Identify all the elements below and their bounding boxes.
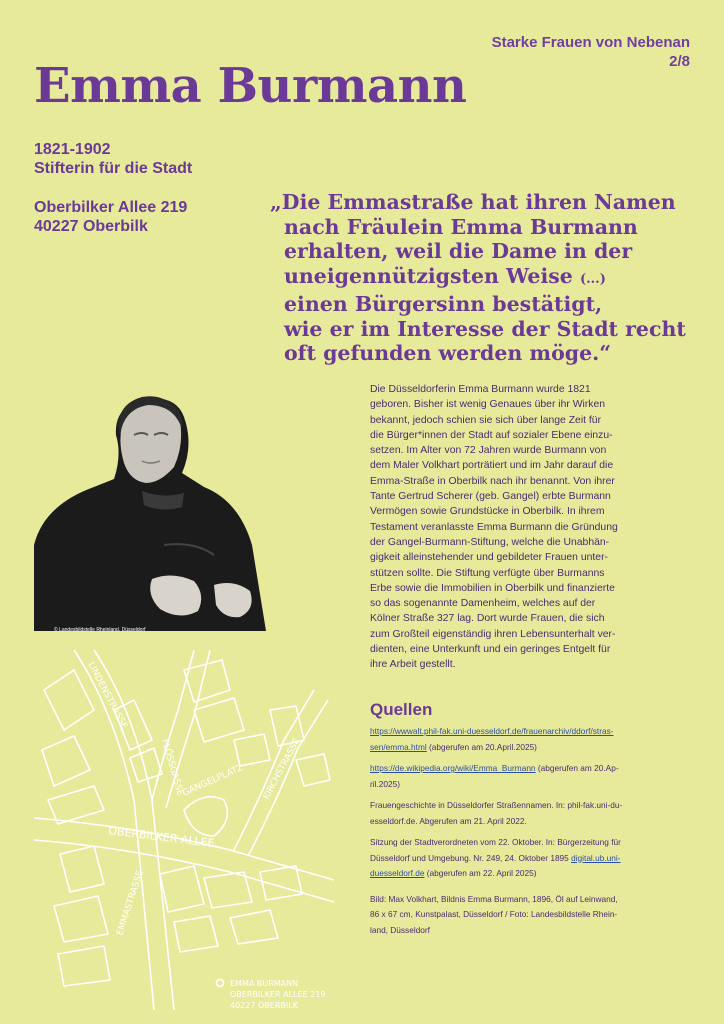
source-note: ril.2025) xyxy=(370,778,400,789)
body-line: setzen. Im Alter von 72 Jahren wurde Burmann von xyxy=(370,445,607,457)
address-street: Oberbilker Allee 219 xyxy=(34,199,188,216)
body-line: geboren. Bisher ist wenig Genaues über ihr Wirken xyxy=(370,399,606,411)
address xyxy=(34,198,187,236)
source-item xyxy=(370,761,660,792)
quote-line: einen Bürgersinn bestätigt, xyxy=(284,292,603,316)
sources-list xyxy=(370,724,660,944)
body-line: Erbe sowie die Immobilien in Oberbilk und finanzierte xyxy=(370,582,615,594)
body-line: gigkeit alleinstehender und gebildeter Frauen unter- xyxy=(370,552,608,564)
page-indicator: 2/8 xyxy=(669,53,690,70)
life-info xyxy=(34,140,192,178)
page-title: Emma Burmann xyxy=(34,58,467,114)
quote-line: nach Fräulein Emma Burmann xyxy=(284,214,638,239)
source-item xyxy=(370,835,660,882)
series-title: Starke Frauen von Nebenan xyxy=(491,34,690,51)
map-annotation: EMMA BURMANN xyxy=(230,979,299,988)
source-link[interactable]: digital.ub.uni- xyxy=(571,852,621,863)
body-line: Kölner Straße 327 lag. Dort wurde Frauen, die sich xyxy=(370,613,605,625)
quote-line: erhalten, weil die Dame in der xyxy=(284,239,633,263)
portrait-image xyxy=(34,395,266,631)
body-line: Testament veranlasste Emma Burmann die Gründung xyxy=(370,521,618,533)
source-note: (abgerufen am 22. April 2025) xyxy=(424,868,537,878)
source-item xyxy=(370,724,660,755)
quote xyxy=(270,190,710,366)
street-map-sketch xyxy=(34,650,334,1010)
body-line: Emma-Straße in Oberbilk nach ihr benannt. Von ihrer xyxy=(370,475,615,487)
image-credit-line: 86 x 67 cm, Kunstpalast, Düsseldorf / Foto: Landesbildstelle Rhein- xyxy=(370,909,618,919)
source-note: (abgerufen am 20.Ap- xyxy=(535,763,619,773)
body-line: Die Düsseldorferin Emma Burmann wurde 1821 xyxy=(370,384,591,395)
body-line: dem Maler Volkhart porträtiert und im Jahr darauf die xyxy=(370,460,614,472)
quote-line: wie er im Interesse der Stadt recht xyxy=(284,316,686,341)
body-line: die Bürger*innen der Stadt auf sozialer Ebene einzu- xyxy=(370,429,613,441)
map-streets xyxy=(34,650,334,1010)
source-text: esseldorf.de. Abgerufen am 21. April 2022. xyxy=(370,815,527,826)
square-label: GANGELPLATZ xyxy=(181,763,245,799)
quote-line: oft gefunden werden möge.“ xyxy=(284,341,612,365)
body-line: dienten, eine Unterkunft und ein geringes Entgelt für xyxy=(370,644,611,656)
source-link[interactable]: duesseldorf.de xyxy=(370,868,425,878)
address-city: 40227 Oberbilk xyxy=(34,218,148,235)
quote-line: uneigennützigsten Weise xyxy=(284,263,573,288)
source-text: Düsseldorf und Umgebung. Nr. 249, 24. Oktober 1895 xyxy=(370,852,572,863)
street-label: EMMASTRASSE xyxy=(115,869,146,937)
image-credit xyxy=(370,892,660,939)
quote-line: „Die Emmastraße hat ihren Namen xyxy=(270,190,676,214)
source-text: Frauengeschichte in Düsseldorfer Straßennamen. In: phil-fak.uni-du- xyxy=(370,800,623,810)
map-annotation: 40227 OBERBILK xyxy=(230,1001,298,1010)
body-line: zum Großteil eigenständig ihren Lebensunterhalt ver- xyxy=(370,628,616,640)
body-line: Vermögen sowie Grundstücke in Oberbilk. In ihrem xyxy=(370,506,605,518)
quote-line-with-ellipsis xyxy=(270,264,710,293)
body-line: der Gangel-Burmann-Stiftung, welche die Unabhän- xyxy=(370,536,610,548)
biography-text xyxy=(370,382,652,673)
body-line: stützen sollte. Die Stiftung verfügte über Burmanns xyxy=(370,567,605,579)
map-annotation: OBERBILKER ALLEE 219 xyxy=(230,990,326,999)
street-label: OBERBILKER ALLEE xyxy=(107,824,216,850)
source-note: (abgerufen am 20.April.2025) xyxy=(426,741,537,752)
sources-heading: Quellen xyxy=(370,700,433,719)
street-label: FLÖSSGASSE xyxy=(159,738,185,798)
series-header xyxy=(492,33,690,71)
source-text: Sitzung der Stadtverordneten vom 22. Oktober. In: Bürgerzeitung für xyxy=(370,837,621,847)
image-credit-line: land, Düsseldorf xyxy=(370,924,430,935)
body-line: bekannt, jedoch schien sie sich über lange Zeit für xyxy=(370,414,602,426)
life-years: 1821-1902 xyxy=(34,141,111,158)
source-item xyxy=(370,798,660,829)
body-line: so das sogenannte Damenheim, welches auf der xyxy=(370,598,596,610)
street-label: LINDENSTRASSE xyxy=(85,660,129,731)
source-link[interactable]: sen/emma.html xyxy=(370,741,427,752)
source-link[interactable]: https://de.wikipedia.org/wiki/Emma_Burmann xyxy=(370,763,536,773)
location-marker-icon xyxy=(217,980,224,987)
quote-ellipsis: (...) xyxy=(579,271,606,287)
map-labels xyxy=(85,661,325,1010)
role: Stifterin für die Stadt xyxy=(34,160,193,177)
image-credit-line: Bild: Max Volkhart, Bildnis Emma Burmann, 1896, Öl auf Leinwand, xyxy=(370,893,618,904)
street-label: KIRCHSTRASSE xyxy=(261,736,303,802)
source-link[interactable]: https://wwwalt.phil-fak.uni-duesseldorf.de/frauenarchiv/ddorf/stras- xyxy=(370,726,614,736)
body-line: Tante Gertrud Scherer (geb. Gangel) erbte Burmann xyxy=(370,491,611,503)
body-line: ihre Arbeit gestellt. xyxy=(370,659,456,671)
photo-credit: © Landesbildstelle Rheinland, Düsseldorf xyxy=(54,627,146,633)
